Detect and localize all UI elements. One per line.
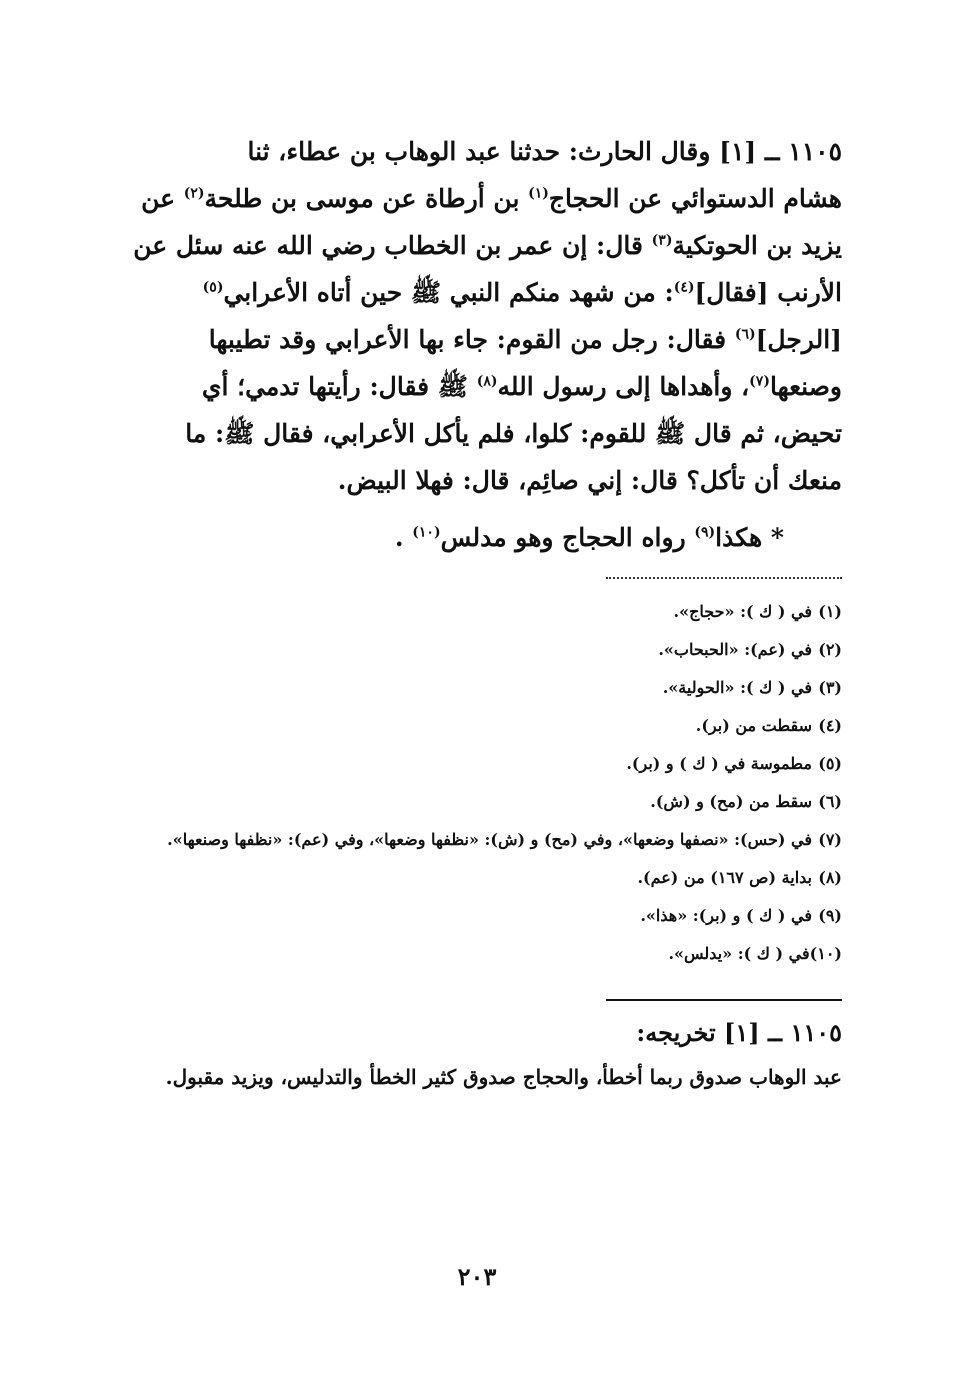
footnote-text: في ( ك ): «يدلس». [668, 944, 810, 963]
footnote-ref: (١) [528, 185, 549, 202]
footnote-item [110, 593, 842, 631]
footnote-text: سقطت من (بر). [695, 716, 812, 735]
text-line [110, 316, 842, 363]
footnote-item [110, 935, 842, 973]
text-line [110, 363, 842, 410]
footnote-text: في (حس): «نصفها وضعها»، وفي (مح) و (ش): «نظفها وضعها»، وفي (عم): «نظفها وصنعها». [167, 830, 812, 849]
footnote-ref: (٣) [651, 232, 673, 249]
footnote-item [110, 669, 842, 707]
footnote-text: بداية (ص ١٦٧) من (عم). [637, 868, 812, 887]
text-line [110, 175, 842, 222]
footnote-text: في ( ك ): «الحولية». [662, 678, 812, 697]
footnote-ref: (٦) [734, 326, 756, 343]
footnote-text: في ( ك ) و (بر): «هذا». [640, 906, 812, 925]
footnote-item [110, 631, 842, 669]
hadith-text [110, 128, 842, 504]
footnote-item [110, 897, 842, 935]
text-segment: فقال: رجل من القوم: جاء بها الأعرابي وقد تطيبها [208, 325, 727, 354]
text-segment: : من شهد منكم النبي ﷺ حين أتاه الأعرابي [223, 278, 674, 307]
text-line [110, 222, 842, 269]
text-segment: ١١٠٥ ــ [١] وقال الحارث: حدثنا عبد الوهاب بن عطاء، ثنا [247, 137, 842, 166]
footnote-number: (٧) [818, 830, 842, 849]
note-text: رواه الحجاج وهو مدلس [440, 523, 686, 552]
footnote-number: (٥) [818, 754, 842, 773]
footnote-ref: (٩) [694, 524, 716, 541]
footnote-item [110, 783, 842, 821]
text-segment: ، وأهداها إلى رسول الله [497, 372, 750, 401]
takhrij-heading: ١١٠٥ ــ [١] تخريجه: [636, 1018, 842, 1047]
text-segment: بن أرطاة عن موسى بن طلحة [204, 184, 520, 213]
footnote-item [110, 745, 842, 783]
text-segment: ﷺ فقال: رأيتها تدمي؛ أي [201, 372, 468, 401]
footnote-number: (٣) [818, 678, 842, 697]
footnote-number: (٤) [818, 716, 842, 735]
footnote-separator [606, 577, 842, 579]
text-segment: منعك أن تأكل؟ قال: إني صائِم، قال: فهلا البيض. [337, 466, 842, 495]
note-text: . [394, 523, 404, 552]
footnote-ref: (٨) [476, 373, 498, 390]
footnote-number: (٢) [818, 640, 842, 659]
footnote-text: مطموسة في ( ك ) و (بر). [626, 754, 812, 773]
text-segment: تحيض، ثم قال ﷺ للقوم: كلوا، فلم يأكل الأعرابي، فقال ﷺ: ما [185, 419, 842, 448]
text-line [110, 457, 842, 504]
footnote-text: سقط من (مح) و (ش). [650, 792, 812, 811]
footnote-number: (٨) [818, 868, 842, 887]
footnote-text: في (عم): «الحبحاب». [658, 640, 812, 659]
text-segment: الأرنب [فقال] [694, 278, 842, 307]
footnote-ref: (٤) [673, 279, 695, 296]
narration-note [110, 514, 842, 561]
footnote-ref: (٥) [202, 279, 224, 296]
text-segment: وصنعها [769, 372, 842, 401]
footnote-number: (١) [818, 602, 842, 621]
footnotes-list [110, 593, 842, 973]
footnote-number: (٩) [818, 906, 842, 925]
footnote-item [110, 821, 842, 859]
footnote-ref: (١٠) [412, 524, 441, 541]
text-segment: [الرجل] [755, 325, 842, 354]
text-segment: قال: إن عمر بن الخطاب رضي الله عنه سئل عن [133, 231, 643, 260]
note-text: * هكذا [715, 523, 784, 552]
page-number: ٢٠٣ [457, 1262, 497, 1291]
text-line [110, 128, 842, 175]
footnote-text: في ( ك ): «حجاج». [673, 602, 812, 621]
footnote-number: (١٠) [809, 944, 842, 963]
text-segment: يزيد بن الحوتكية [672, 231, 842, 260]
takhrij-text: عبد الوهاب صدوق ربما أخطأ، والحجاج صدوق كثير الخطأ والتدليس، ويزيد مقبول. [165, 1065, 842, 1089]
text-line [110, 410, 842, 457]
text-segment: هشام الدستوائي عن الحجاج [548, 184, 842, 213]
text-segment: عن [141, 184, 176, 213]
footnote-number: (٦) [818, 792, 842, 811]
page-content [110, 128, 842, 1099]
footnote-ref: (٢) [183, 185, 205, 202]
section-rule [606, 999, 842, 1001]
text-line [110, 269, 842, 316]
footnote-ref: (٧) [749, 373, 770, 390]
footnote-item [110, 859, 842, 897]
footnote-item [110, 707, 842, 745]
